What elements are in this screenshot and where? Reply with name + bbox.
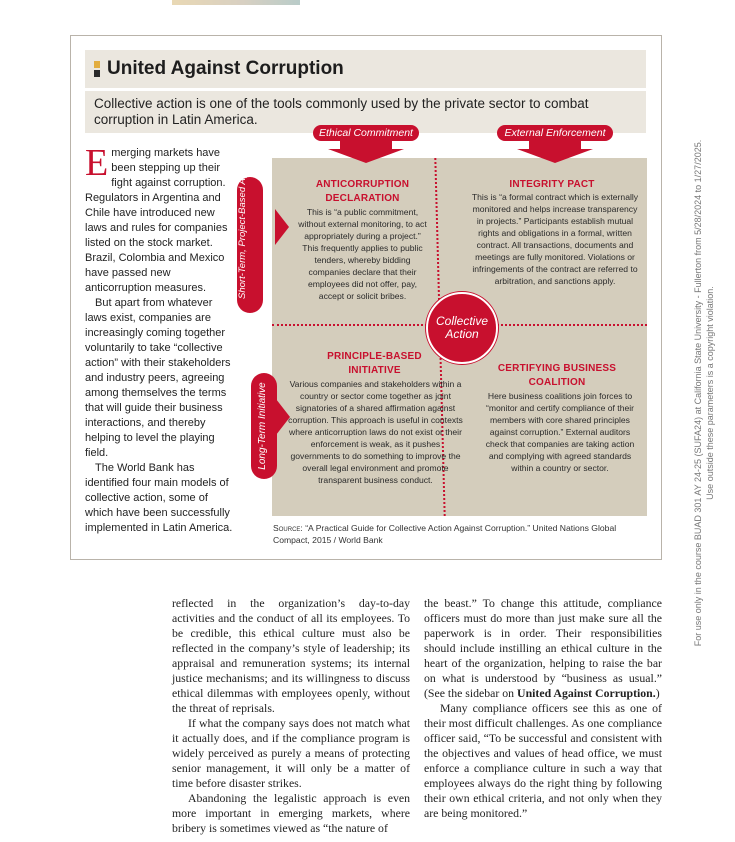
- quadrant-br-body: Here business coalitions join forces to “monitor and certify compliance of their members with core shared principles against corruption.” External auditors check that companies are taking action and complying with agreed standards within a country or sector.: [485, 391, 635, 473]
- left-paragraph-1-text: merging markets have been stepping up their fight against corruption. Regulators in Argentina and Chile have introduced new laws and rules for companies listed on the stock market. Brazil, Colombia and Mexico have passed new anticorruption measures.: [85, 147, 228, 294]
- title-marker-icon: [94, 61, 100, 77]
- quadrant-tr-body: This is “a formal contract which is externally monitored and helps increase transparency in projects.” Participants establish mutual rights and obligations in a formal, written contract. All transactions, documents and meetings are fully monitored. Violations or infringements of the contract are referred to arbitration, and sanctions apply.: [471, 192, 639, 286]
- quadrant-bl-title: PRINCIPLE-BASED INITIATIVE: [327, 351, 422, 376]
- axis-short-term: Short-Term, Project-Based Agreement: [237, 138, 248, 299]
- quadrant-tl-body: This is “a public commitment, without external monitoring, to act appropriately during a project.” This frequently applies to public tenders, whereby bidding companies declare that their employees did not offer, pay, accept or solicit bribes.: [298, 207, 427, 301]
- source-label: Source:: [273, 523, 303, 533]
- axis-long-term: Long-Term Initiative: [257, 382, 268, 470]
- article-col2-paragraph-1: [424, 596, 662, 701]
- quadrant-tr-title: INTEGRITY PACT: [509, 179, 595, 190]
- copyright-notice: [686, 108, 721, 678]
- article-col2-p1-close: ): [655, 686, 660, 700]
- sidebar-left-text: [85, 142, 237, 536]
- source-note: [273, 522, 653, 546]
- article-col2-paragraph-2: Many compliance officers see this as one of their most difficult challenges. As one compliance officer said, “To be successful and consistent with the objectives and values of head office, we must enforce a compliance culture in such a way that employees always do the right thing by following their own ethical criteria, and not only when they are being monitored.”: [424, 701, 662, 820]
- article-col1-paragraph-2: If what the company says does not match what it actually does, and if the compliance program is widely perceived as purely a means of protecting senior management, it will only be a matter of time before disaster strikes.: [172, 716, 410, 790]
- sidebar-title-bar: [85, 50, 646, 88]
- left-paragraph-3: The World Bank has identified four main models of collective action, some of which have been successfully implemented in Latin America.: [85, 462, 233, 534]
- quadrant-tl-title: ANTICORRUPTION DECLARATION: [315, 179, 410, 204]
- article-column-1: [172, 596, 410, 836]
- source-text: “A Practical Guide for Collective Action Against Corruption.” United Nations Global Compact, 2015 / World Bank: [273, 523, 617, 545]
- collective-action-circle: [426, 292, 498, 364]
- center-label-line2: Action: [445, 327, 479, 341]
- quadrant-br-title: CERTIFYING BUSINESS COALITION: [497, 363, 617, 388]
- arrow-long-term-icon: [276, 399, 290, 435]
- left-paragraph-1: [85, 142, 237, 296]
- sidebar-reference-link: United Against Corruption.: [517, 686, 656, 700]
- arrow-external-icon: [517, 149, 593, 163]
- left-paragraph-2: But apart from whatever laws exist, companies are increasingly coming together voluntarily to take “collective action” with their stakeholders and industry peers, agreeing among themselves the terms that will guide their business interactions, and thereby helping to level the playing field.: [85, 297, 231, 459]
- article-column-2: [424, 596, 662, 821]
- top-color-strip: [172, 0, 300, 5]
- arrow-short-term-icon: [275, 209, 289, 245]
- copyright-line-1: For use only in the course BUAD 301 AY 24-25 (SUFA24) at California State University - Fullerton from 5/28/2024 to 1/27/2025.: [692, 139, 703, 647]
- axis-ethical-commitment: Ethical Commitment: [313, 125, 419, 141]
- center-label-line1: Collective: [435, 314, 489, 328]
- quadrant-bl-body: Various companies and stakeholders within a country or sector come together as joint signatories of a shared affirmation against corruption. This approach is useful in contexts where anticorruption laws do not exist or their enforcement is weak, as it pushes governments to do something to improve the overall legal environment and promote transparent business conduct.: [288, 379, 463, 485]
- drop-cap: E: [85, 142, 109, 184]
- article-col2-p1-text: the beast.” To change this attitude, compliance officers must do more than just make sure all the paperwork is in order. Their responsibilities should include instilling an ethical culture in the heart of the organization, helping to raise the bar on what is understood by “business as usual.” (See the sidebar on: [424, 596, 662, 700]
- article-col1-paragraph-1: reflected in the organization’s day-to-day activities and the conduct of all its employees. To be credible, this ethical culture must also be reflected in the company’s style of leadership; its appraisal and remuneration systems; its internal justice mechanisms; and its willingness to discuss ethical dilemmas with employees openly, without the threat of reprisals.: [172, 596, 410, 715]
- copyright-line-2: Use outside these parameters is a copyright violation.: [704, 286, 715, 500]
- sidebar-title: United Against Corruption: [107, 58, 344, 79]
- article-col1-paragraph-3: Abandoning the legalistic approach is even more important in emerging markets, where bribery is sometimes viewed as “the nature of: [172, 791, 410, 835]
- sidebar-intro: Collective action is one of the tools commonly used by the private sector to combat corruption in Latin America.: [94, 96, 589, 127]
- axis-external-enforcement: External Enforcement: [497, 125, 613, 141]
- arrow-ethical-icon: [328, 149, 404, 163]
